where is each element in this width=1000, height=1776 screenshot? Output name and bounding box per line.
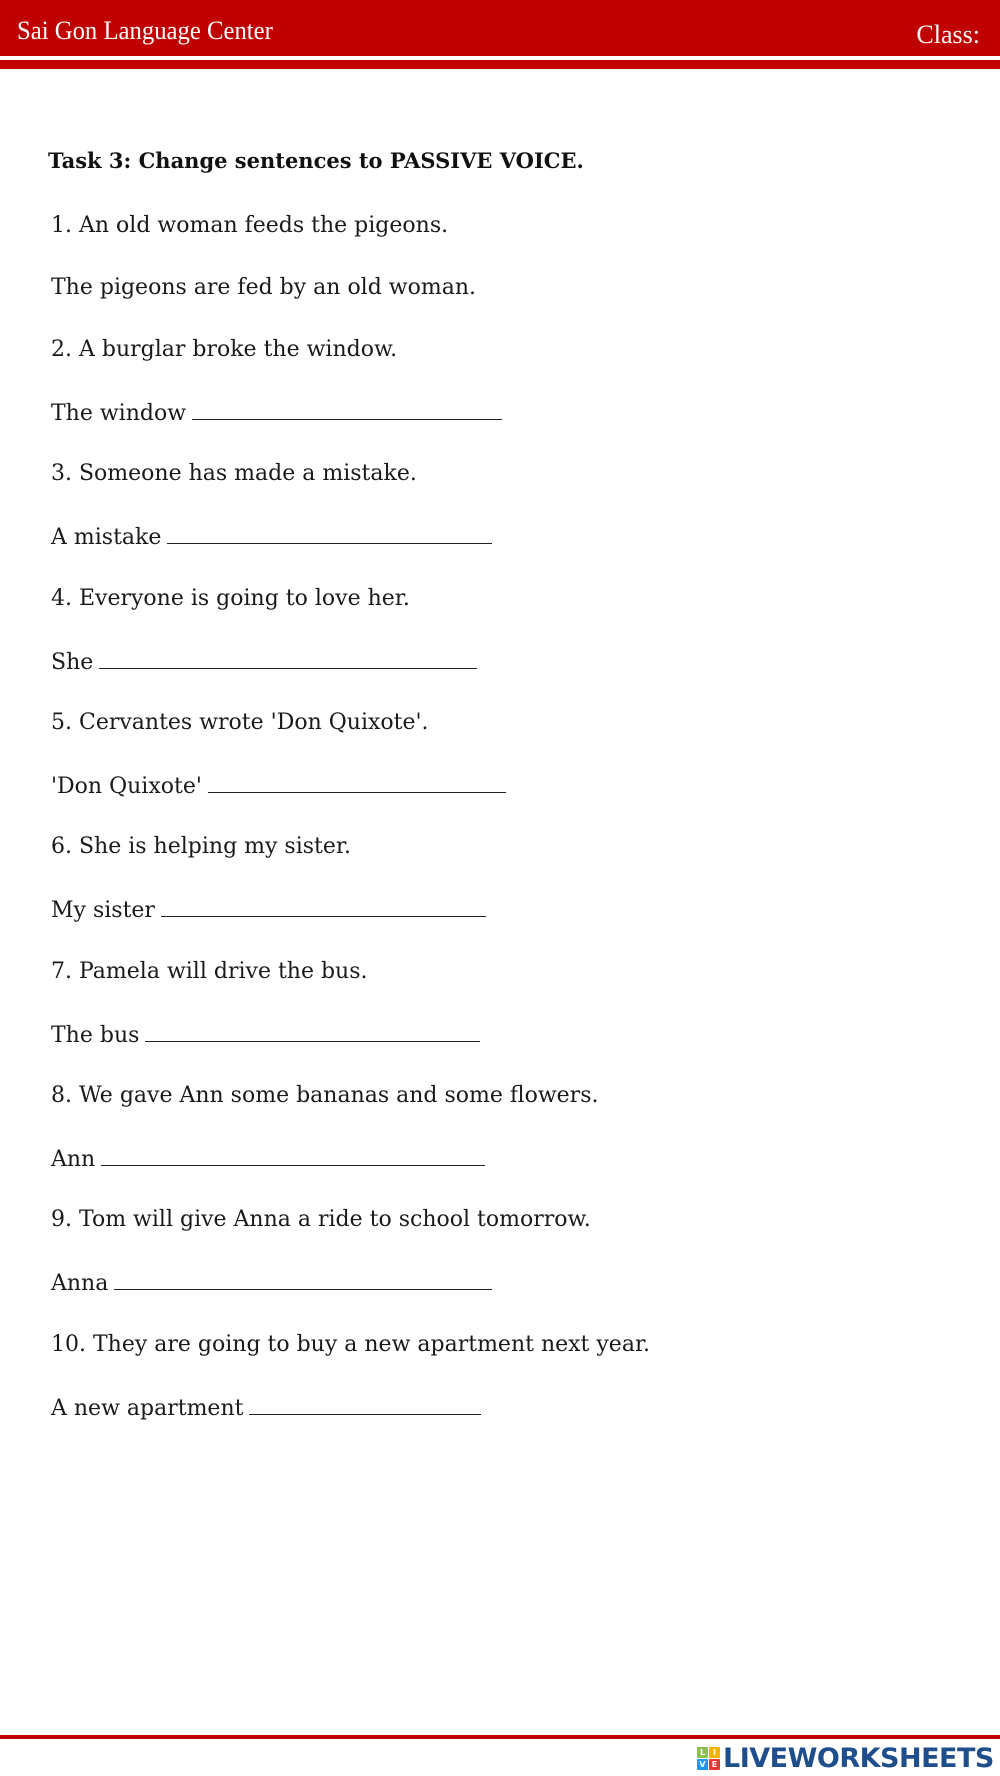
answer-prefix: She	[51, 650, 94, 675]
answer-blank-4[interactable]	[99, 648, 477, 669]
header-rule	[0, 60, 1000, 69]
logo-tile: E	[709, 1759, 720, 1770]
answer-prefix: Anna	[51, 1271, 109, 1296]
header-title: Sai Gon Language Center	[17, 16, 273, 45]
question-1: 1. An old woman feeds the pigeons.	[51, 213, 449, 238]
question-9: 9. Tom will give Anna a ride to school tomorrow.	[51, 1207, 591, 1232]
question-7: 7. Pamela will drive the bus.	[51, 959, 368, 984]
answer-blank-2[interactable]	[192, 399, 502, 420]
answer-row-9	[51, 1269, 492, 1296]
answer-row-4	[51, 648, 477, 675]
class-label: Class:	[916, 20, 980, 49]
answer-prefix: 'Don Quixote'	[51, 774, 202, 799]
answer-prefix: My sister	[51, 898, 155, 923]
question-8: 8. We gave Ann some bananas and some flowers.	[51, 1083, 599, 1108]
answer-blank-5[interactable]	[208, 772, 506, 793]
question-10: 10. They are going to buy a new apartment next year.	[51, 1332, 651, 1357]
logo-tile: L	[697, 1747, 708, 1758]
answer-blank-6[interactable]	[161, 896, 486, 917]
task-title: Task 3: Change sentences to PASSIVE VOICE.	[48, 148, 584, 173]
answer-blank-7[interactable]	[145, 1021, 480, 1042]
answer-row-8	[51, 1145, 485, 1172]
question-4: 4. Everyone is going to love her.	[51, 586, 410, 611]
answer-prefix: A mistake	[51, 525, 162, 550]
question-3: 3. Someone has made a mistake.	[51, 461, 417, 486]
logo-text: LIVEWORKSHEETS	[723, 1743, 994, 1774]
answer-row-6	[51, 896, 486, 923]
logo-tiles-icon	[697, 1747, 720, 1770]
question-2: 2. A burglar broke the window.	[51, 337, 398, 362]
answer-blank-10[interactable]	[249, 1394, 481, 1415]
answer-prefix: The window	[51, 401, 187, 426]
answer-row-3	[51, 523, 492, 550]
question-6: 6. She is helping my sister.	[51, 834, 351, 859]
answer-blank-8[interactable]	[101, 1145, 485, 1166]
liveworksheets-logo	[697, 1743, 994, 1774]
answer-prefix: A new apartment	[51, 1396, 244, 1421]
answer-row-2	[51, 399, 502, 426]
question-5: 5. Cervantes wrote 'Don Quixote'.	[51, 710, 429, 735]
answer-blank-9[interactable]	[114, 1269, 492, 1290]
logo-tile: V	[697, 1759, 708, 1770]
answer-prefix: Ann	[51, 1147, 96, 1172]
logo-tile: I	[709, 1747, 720, 1758]
answer-row-10	[51, 1394, 481, 1421]
answer-1: The pigeons are fed by an old woman.	[51, 275, 477, 300]
answer-blank-3[interactable]	[167, 523, 492, 544]
answer-row-7	[51, 1021, 480, 1048]
footer-rule	[0, 1735, 1000, 1739]
answer-row-5	[51, 772, 506, 799]
answer-prefix: The bus	[51, 1023, 140, 1048]
